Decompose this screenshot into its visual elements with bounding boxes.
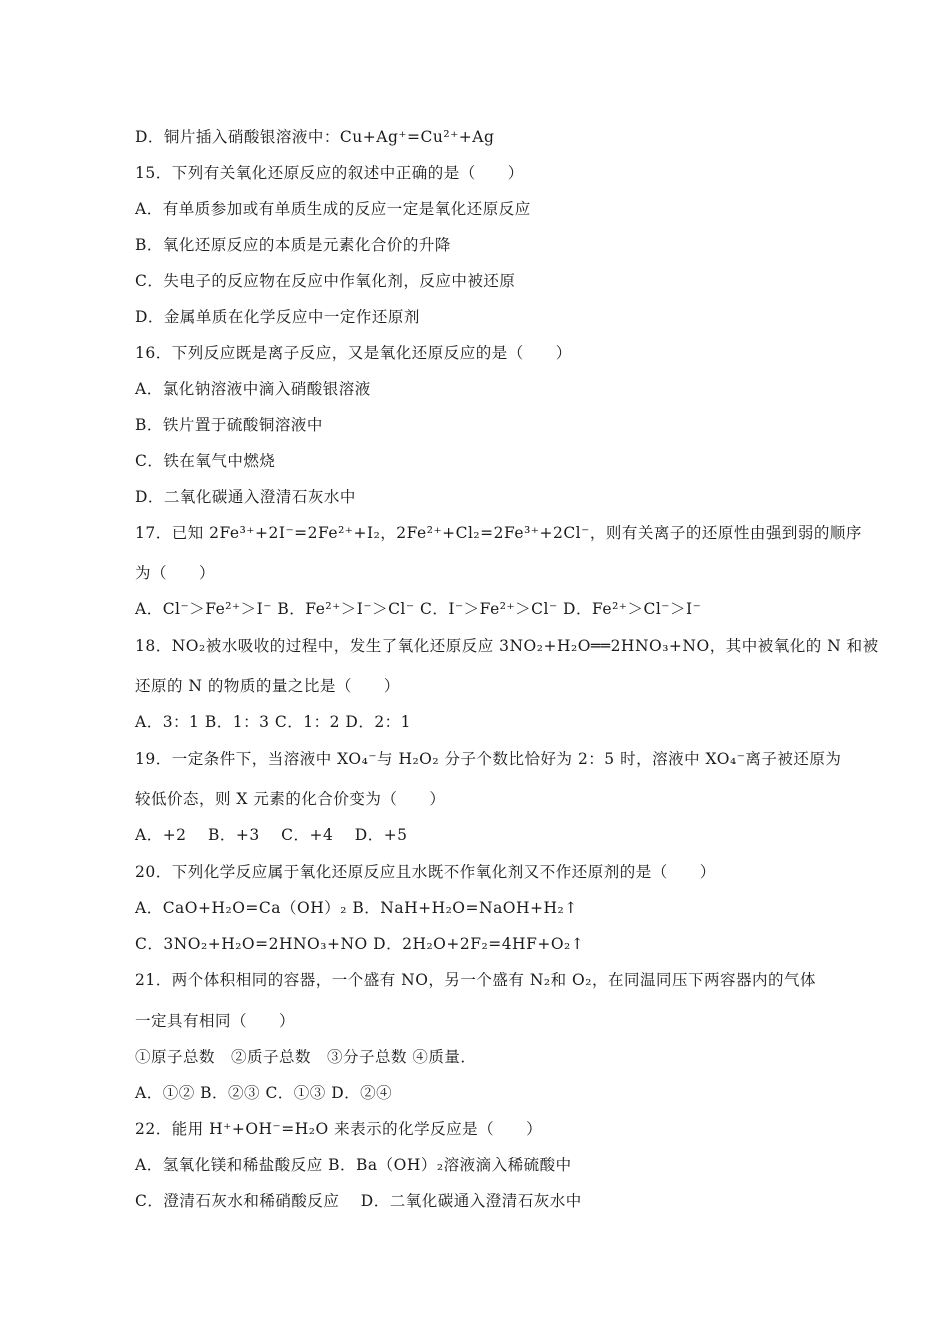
option-15-d: D．金属单质在化学反应中一定作还原剂 bbox=[135, 308, 420, 326]
question-15: 15．下列有关氧化还原反应的叙述中正确的是（ ） bbox=[135, 164, 524, 182]
question-18: 18．NO₂被水吸收的过程中，发生了氧化还原反应 3NO₂+H₂O══2HNO₃+NO，其中被氧化的 N 和被 bbox=[135, 637, 879, 655]
question-17-cont: 为（ ） bbox=[135, 564, 216, 582]
question-21: 21．两个体积相同的容器，一个盛有 NO，另一个盛有 N₂和 O₂，在同温同压下两容器内的气体 bbox=[135, 971, 816, 989]
option-14-d: D．铜片插入硝酸银溶液中：Cu+Ag⁺=Cu²⁺+Ag bbox=[135, 128, 495, 146]
options-22-cd: C．澄清石灰水和稀硝酸反应 D．二氧化碳通入澄清石灰水中 bbox=[135, 1192, 582, 1210]
option-16-c: C．铁在氧气中燃烧 bbox=[135, 452, 276, 470]
question-17: 17．已知 2Fe³⁺+2I⁻=2Fe²⁺+I₂，2Fe²⁺+Cl₂=2Fe³⁺+2Cl⁻，则有关离子的还原性由强到弱的顺序 bbox=[135, 524, 862, 542]
question-20: 20．下列化学反应属于氧化还原反应且水既不作氧化剂又不作还原剂的是（ ） bbox=[135, 863, 716, 881]
question-19: 19．一定条件下，当溶液中 XO₄⁻与 H₂O₂ 分子个数比恰好为 2：5 时，溶液中 XO₄⁻离子被还原为 bbox=[135, 750, 842, 768]
option-16-a: A．氯化钠溶液中滴入硝酸银溶液 bbox=[135, 380, 371, 398]
options-22-ab: A．氢氧化镁和稀盐酸反应 B．Ba（OH）₂溶液滴入稀硫酸中 bbox=[135, 1156, 572, 1174]
option-15-b: B．氧化还原反应的本质是元素化合价的升降 bbox=[135, 236, 451, 254]
options-17: A．Cl⁻＞Fe²⁺＞I⁻ B．Fe²⁺＞I⁻＞Cl⁻ C．I⁻＞Fe²⁺＞Cl⁻ D．Fe²⁺＞Cl⁻＞I⁻ bbox=[135, 600, 702, 618]
options-19: A．+2 B．+3 C．+4 D．+5 bbox=[135, 826, 408, 844]
question-19-cont: 较低价态，则 X 元素的化合价变为（ ） bbox=[135, 790, 446, 808]
option-15-a: A．有单质参加或有单质生成的反应一定是氧化还原反应 bbox=[135, 200, 531, 218]
option-15-c: C．失电子的反应物在反应中作氧化剂，反应中被还原 bbox=[135, 272, 516, 290]
question-16: 16．下列反应既是离子反应，又是氧化还原反应的是（ ） bbox=[135, 344, 572, 362]
option-16-b: B．铁片置于硫酸铜溶液中 bbox=[135, 416, 323, 434]
option-16-d: D．二氧化碳通入澄清石灰水中 bbox=[135, 488, 356, 506]
options-21: A．①② B．②③ C．①③ D．②④ bbox=[135, 1084, 393, 1102]
options-18: A．3：1 B．1：3 C．1：2 D．2：1 bbox=[135, 713, 412, 731]
options-20-ab: A．CaO+H₂O=Ca（OH）₂ B．NaH+H₂O=NaOH+H₂↑ bbox=[135, 899, 578, 917]
statements-21: ①原子总数 ②质子总数 ③分子总数 ④质量． bbox=[135, 1048, 477, 1066]
question-18-cont: 还原的 N 的物质的量之比是（ ） bbox=[135, 677, 400, 695]
question-22: 22．能用 H⁺+OH⁻=H₂O 来表示的化学反应是（ ） bbox=[135, 1120, 543, 1138]
options-20-cd: C．3NO₂+H₂O=2HNO₃+NO D．2H₂O+2F₂=4HF+O₂↑ bbox=[135, 935, 585, 953]
question-21-cont: 一定具有相同（ ） bbox=[135, 1012, 296, 1030]
